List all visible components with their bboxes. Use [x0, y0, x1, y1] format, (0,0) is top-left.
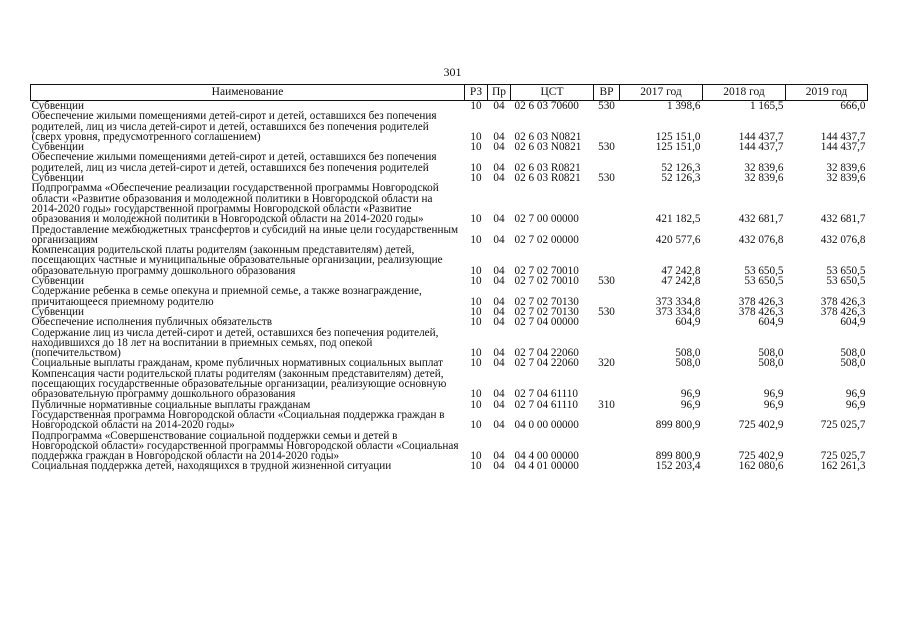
cell-2017: 125 151,0	[655, 130, 701, 143]
cell-name: Содержание ребенка в семье опекуна и приемной семье, а также вознаграждение, причитающееся приемному родителю	[31, 285, 422, 308]
cell-name: Субвенции	[31, 172, 84, 185]
cell-pr: 04	[493, 305, 505, 318]
cell-pr: 04	[493, 161, 505, 174]
cell-2018: 32 839,6	[744, 172, 784, 185]
cell-2018: 32 839,6	[744, 161, 784, 174]
cell-rz: 10	[470, 295, 482, 308]
cell-rz: 10	[470, 347, 482, 360]
cell-pr: 04	[493, 388, 505, 401]
cell-2019: 725 025,7	[820, 450, 866, 463]
cell-vr	[594, 152, 620, 173]
cell-vr	[594, 245, 620, 276]
cell-name: Компенсация родительской платы родителям (законным представителям) детей, посещающих частные и муниципальные образовательные организации, реализующие образовательную программу дошкольного образования	[31, 244, 443, 277]
cell-2019: 144 437,7	[820, 141, 866, 154]
table-row	[31, 286, 868, 307]
cell-2019: 96,9	[845, 398, 866, 411]
cell-rz: 10	[470, 460, 482, 473]
cell-rz: 10	[470, 264, 482, 277]
table-header	[31, 85, 868, 101]
cell-pr: 04	[493, 233, 505, 246]
cell-cst: 02 7 04 00000	[514, 316, 579, 329]
cell-2017: 96,9	[680, 388, 701, 401]
cell-2018: 1 165,5	[749, 100, 784, 112]
cell-cst: 02 7 02 70010	[514, 275, 579, 288]
cell-2019: 32 839,6	[826, 161, 866, 174]
cell-2018: 378 426,3	[738, 305, 784, 318]
table-row	[31, 245, 868, 276]
cell-cst: 02 7 02 70010	[514, 264, 579, 277]
cell-2018: 432 681,7	[738, 213, 784, 226]
cell-pr: 04	[493, 460, 505, 473]
cell-name: Обеспечение жилыми помещениями детей-сирот и детей, оставшихся без попечения родителей, лиц из числа детей-сирот и детей, оставшихся без попечения родителей	[31, 151, 437, 174]
cell-name: Субвенции	[31, 141, 84, 154]
cell-name: Компенсация части родительской платы родителям (законным представителям) детей, посещающих государственные образовательные организации, реализующие основную образовательную программу дошкольного образования	[31, 367, 447, 401]
cell-2017: 52 126,3	[661, 172, 701, 185]
cell-pr: 04	[493, 450, 505, 463]
cell-vr: 530	[598, 305, 615, 318]
table-row	[31, 461, 868, 471]
cell-pr: 04	[493, 141, 505, 154]
cell-rz: 10	[470, 172, 482, 185]
table-row	[31, 183, 868, 224]
table-row	[31, 225, 868, 246]
table-row	[31, 369, 868, 400]
cell-2018: 96,9	[763, 398, 784, 411]
header-2017: 2017 год	[620, 85, 703, 101]
cell-pr: 04	[493, 275, 505, 288]
cell-vr	[594, 317, 620, 327]
cell-vr	[594, 369, 620, 400]
cell-2017: 373 334,8	[655, 305, 701, 318]
cell-vr: 530	[598, 275, 615, 288]
cell-2017: 96,9	[680, 398, 701, 411]
cell-2018: 378 426,3	[738, 295, 784, 308]
header-name: Наименование	[31, 85, 465, 101]
cell-rz: 10	[470, 130, 482, 143]
cell-2018: 432 076,8	[738, 233, 784, 246]
cell-rz: 10	[470, 388, 482, 401]
cell-2019: 604,9	[840, 316, 866, 329]
cell-name: Субвенции	[31, 305, 84, 318]
cell-2018: 144 437,7	[738, 130, 784, 143]
cell-vr	[594, 111, 620, 142]
cell-2017: 125 151,0	[655, 141, 701, 154]
cell-rz: 10	[470, 357, 482, 370]
cell-2017: 47 242,8	[661, 275, 701, 288]
table-row	[31, 431, 868, 462]
cell-2017: 421 182,5	[655, 213, 701, 226]
cell-vr	[594, 225, 620, 246]
cell-rz: 10	[470, 275, 482, 288]
cell-2017: 47 242,8	[661, 264, 701, 277]
cell-2019: 378 426,3	[820, 305, 866, 318]
cell-cst: 02 6 03 N0821	[514, 130, 582, 143]
cell-pr: 04	[493, 295, 505, 308]
cell-name: Подпрограмма «Обеспечение реализации государственной программы Новгородской области «Развитие образования и молодежной политики в Новгородской области на 2014-2020 годы» государственной программы Новгородской области «Развитие образования и молодежной политики в Новгородской области на 2014-2020 годы»	[31, 182, 439, 226]
cell-2017: 508,0	[675, 357, 701, 370]
header-pr: Пр	[488, 85, 511, 101]
cell-rz: 10	[470, 305, 482, 318]
cell-cst: 04 4 01 00000	[514, 460, 579, 473]
cell-2019: 378 426,3	[820, 295, 866, 308]
cell-name: Субвенции	[31, 100, 84, 112]
cell-rz: 10	[470, 100, 482, 112]
cell-rz: 10	[470, 141, 482, 154]
cell-2019: 53 650,5	[826, 275, 866, 288]
cell-2019: 508,0	[840, 357, 866, 370]
cell-vr: 310	[598, 398, 615, 411]
table-row	[31, 328, 868, 359]
cell-name: Публичные нормативные социальные выплаты гражданам	[31, 398, 311, 411]
cell-pr: 04	[493, 357, 505, 370]
cell-cst: 02 7 02 70130	[514, 295, 579, 308]
cell-pr: 04	[493, 130, 505, 143]
cell-pr: 04	[493, 316, 505, 329]
cell-pr: 04	[493, 100, 505, 112]
cell-name: Субвенции	[31, 275, 84, 288]
header-rz: РЗ	[465, 85, 488, 101]
table-body	[31, 101, 868, 472]
cell-name: Подпрограмма «Совершенствование социальной поддержки семьи и детей в Новгородской области» государственной программы Новгородской области «Социальная поддержка граждан в Новгородской области на 2014-2020 годы»	[31, 429, 459, 463]
cell-cst: 04 0 00 00000	[514, 419, 579, 432]
cell-rz: 10	[470, 213, 482, 226]
cell-vr	[594, 410, 620, 431]
table-row	[31, 410, 868, 431]
header-2018: 2018 год	[703, 85, 786, 101]
cell-cst: 02 7 02 70130	[514, 305, 579, 318]
cell-pr: 04	[493, 398, 505, 411]
table-row	[31, 317, 868, 327]
cell-cst: 02 6 03 R0821	[514, 161, 581, 174]
cell-cst: 04 4 00 00000	[514, 450, 579, 463]
table-row	[31, 111, 868, 142]
cell-2018: 725 402,9	[738, 450, 784, 463]
cell-cst: 02 7 00 00000	[514, 213, 579, 226]
cell-vr	[594, 286, 620, 307]
cell-name: Обеспечение жилыми помещениями детей-сирот и детей, оставшихся без попечения родителей, лиц из числа детей-сирот и детей, оставшихся без попечения родителей (сверх уровня, предусмотренного соглашением)	[31, 110, 437, 143]
cell-2019: 32 839,6	[826, 172, 866, 185]
cell-cst: 02 6 03 70600	[514, 100, 579, 112]
cell-2018: 96,9	[763, 388, 784, 401]
cell-vr	[594, 183, 620, 224]
cell-pr: 04	[493, 213, 505, 226]
cell-vr: 530	[598, 172, 615, 185]
cell-2019: 666,0	[840, 100, 866, 112]
budget-table	[30, 84, 868, 472]
cell-rz: 10	[470, 450, 482, 463]
cell-2018: 162 080,6	[738, 460, 784, 473]
page-number: 301	[443, 65, 462, 79]
cell-rz: 10	[470, 398, 482, 411]
cell-rz: 10	[470, 316, 482, 329]
cell-2019: 432 681,7	[820, 213, 866, 226]
cell-2019: 162 261,3	[820, 460, 866, 473]
cell-name: Социальные выплаты гражданам, кроме публичных нормативных социальных выплат	[31, 357, 443, 370]
cell-name: Социальная поддержка детей, находящихся в трудной жизненной ситуации	[31, 460, 392, 473]
cell-2017: 604,9	[675, 316, 701, 329]
cell-2017: 52 126,3	[661, 161, 701, 174]
header-vr: ВР	[594, 85, 620, 101]
cell-cst: 02 7 04 22060	[514, 347, 579, 360]
cell-pr: 04	[493, 172, 505, 185]
cell-pr: 04	[493, 347, 505, 360]
cell-2019: 144 437,7	[820, 130, 866, 143]
cell-2018: 144 437,7	[738, 141, 784, 154]
cell-vr	[594, 461, 620, 471]
cell-2018: 604,9	[758, 316, 784, 329]
cell-cst: 02 6 03 N0821	[514, 141, 582, 154]
cell-2019: 432 076,8	[820, 233, 866, 246]
cell-2017: 899 800,9	[655, 450, 701, 463]
header-cst: ЦСТ	[511, 85, 594, 101]
cell-2018: 508,0	[758, 357, 784, 370]
cell-2018: 53 650,5	[744, 264, 784, 277]
cell-cst: 02 7 02 00000	[514, 233, 579, 246]
cell-2017: 1 398,6	[666, 100, 701, 112]
cell-rz: 10	[470, 161, 482, 174]
cell-pr: 04	[493, 264, 505, 277]
cell-2018: 725 402,9	[738, 419, 784, 432]
cell-2017: 899 800,9	[655, 419, 701, 432]
cell-2017: 508,0	[675, 347, 701, 360]
cell-2018: 53 650,5	[744, 275, 784, 288]
cell-2017: 420 577,6	[655, 233, 701, 246]
cell-2019: 508,0	[840, 347, 866, 360]
cell-cst: 02 6 03 R0821	[514, 172, 581, 185]
cell-2018: 508,0	[758, 347, 784, 360]
cell-vr: 320	[598, 357, 615, 370]
cell-2019: 725 025,7	[820, 419, 866, 432]
cell-vr: 530	[598, 100, 615, 112]
cell-pr: 04	[493, 419, 505, 432]
cell-name: Содержание лиц из числа детей-сирот и детей, оставшихся без попечения родителей, находившихся до 18 лет на воспитании в приемных семьях, под опекой (попечительством)	[31, 326, 439, 360]
cell-cst: 02 7 04 61110	[514, 388, 578, 401]
cell-vr: 530	[598, 141, 615, 154]
cell-name: Обеспечение исполнения публичных обязательств	[31, 316, 273, 329]
cell-cst: 02 7 04 61110	[514, 398, 578, 411]
cell-2017: 373 334,8	[655, 295, 701, 308]
cell-cst: 02 7 04 22060	[514, 357, 579, 370]
table-row	[31, 152, 868, 173]
cell-rz: 10	[470, 419, 482, 432]
cell-2017: 152 203,4	[655, 460, 701, 473]
cell-2019: 53 650,5	[826, 264, 866, 277]
cell-vr	[594, 328, 620, 359]
cell-name: Предоставление межбюджетных трансфертов и субсидий на иные цели государственным организациям	[31, 223, 459, 246]
cell-rz: 10	[470, 233, 482, 246]
cell-2019: 96,9	[845, 388, 866, 401]
cell-vr	[594, 431, 620, 462]
header-2019: 2019 год	[786, 85, 868, 101]
cell-name: Государственная программа Новгородской области «Социальная поддержка граждан в Новгородской области на 2014-2020 годы»	[31, 408, 445, 432]
